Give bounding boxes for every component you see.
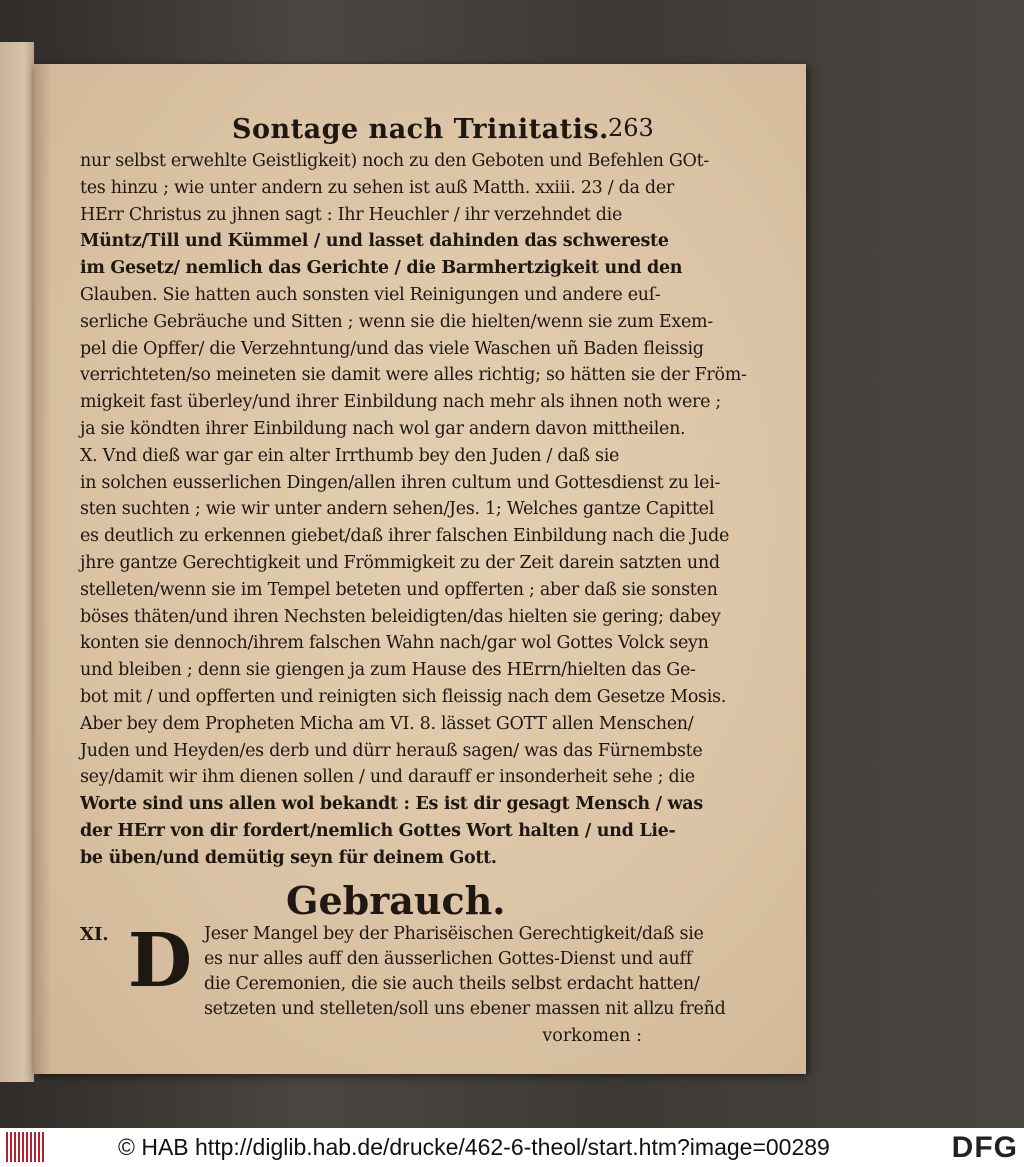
facing-page-edge — [0, 42, 34, 1082]
text-line: pel die Opffer/ die Verzehntung/und das viele Waschen uñ Baden fleissig — [80, 338, 704, 359]
text-line: migkeit fast überley/und ihrer Einbildung nach mehr als ihnen noth were ; — [80, 392, 722, 413]
section-number: XI. — [80, 923, 109, 945]
text-line: Aber bey dem Propheten Micha am VI. 8. lässet GOTT allen Menschen/ — [80, 713, 694, 734]
text-line: es deutlich zu erkennen giebet/daß ihrer falschen Einbildung nach die Jude — [80, 526, 730, 547]
text-line: jhre gantze Gerechtigkeit und Frömmigkeit zu der Zeit darein satzten und — [80, 552, 720, 573]
paragraph-two-line: Jeser Mangel bey der Pharisëischen Gerechtigkeit/daß sie — [204, 923, 704, 944]
page-text-block — [80, 108, 747, 1046]
text-line: X. Vnd dieß war gar ein alter Irrthumb bey den Juden / daß sie — [80, 445, 620, 466]
section-heading — [80, 872, 660, 922]
text-line: Glauben. Sie hatten auch sonsten viel Reinigungen und andere euſ- — [80, 284, 661, 305]
hab-barcode-logo-icon — [6, 1132, 46, 1162]
paragraph-two-line: setzeten und stelleten/soll uns ebener massen nit allzu freñd — [204, 998, 726, 1019]
text-line: Müntz/Till und Kümmel / und lasset dahinden das schwereste — [80, 231, 669, 252]
text-line: nur selbst erwehlte Geistligkeit) noch zu den Geboten und Befehlen GOt- — [80, 151, 709, 171]
text-line: im Gesetz/ nemlich das Gerichte / die Barmhertzigkeit und den — [80, 258, 683, 279]
catchword: vorkomen : — [542, 1025, 642, 1046]
text-line: der HErr von dir fordert/nemlich Gottes Wort halten / und Lie- — [80, 820, 676, 841]
heading-text: Gebrauch. — [286, 877, 506, 923]
paragraph-two-line: die Ceremonien, die sie auch theils selbst erdacht hatten/ — [204, 973, 700, 994]
text-line: serliche Gebräuche und Sitten ; wenn sie die hielten/wenn sie zum Exem- — [80, 311, 713, 332]
header-title: Sontage nach Trinitatis. — [232, 114, 609, 145]
text-line: Juden und Heyden/es derb und dürr herauß sagen/ was das Fürnembste — [80, 740, 703, 761]
text-line: sey/damit wir ihm dienen sollen / und darauff er insonderheit sehe ; die — [80, 767, 695, 788]
text-line: konten sie dennoch/ihrem falschen Wahn nach/gar wol Gottes Volck seyn — [80, 633, 709, 654]
footer-bar — [0, 1128, 1024, 1167]
text-line: ja sie köndten ihrer Einbildung nach wol gar andern davon mittheilen. — [80, 418, 686, 439]
text-line: sten suchten ; wie wir unter andern sehen/Jes. 1; Welches gantze Capittel — [80, 499, 715, 520]
text-line: böses thäten/und ihren Nechsten beleidigten/das hielten sie gering; dabey — [80, 606, 721, 627]
book-page — [34, 64, 806, 1074]
text-line: stelleten/wenn sie im Tempel beteten und opfferten ; aber daß sie sonsten — [80, 579, 718, 600]
text-line: und bleiben ; denn sie giengen ja zum Hause des HErrn/hielten das Ge- — [80, 660, 696, 681]
text-line: tes hinzu ; wie unter andern zu sehen ist auß Matth. xxiii. 23 / da der — [80, 177, 674, 198]
copyright-url[interactable]: © HAB http://diglib.hab.de/drucke/462-6-theol/start.htm?image=00289 — [118, 1134, 830, 1160]
page-number: 263 — [608, 114, 654, 142]
paragraph-two — [80, 917, 726, 1046]
text-line: bot mit / und opfferten und reinigten sich fleissig nach dem Gesetze Mosis. — [80, 686, 726, 707]
drop-cap-initial: D — [127, 917, 193, 1004]
dfg-logo: DFG — [951, 1131, 1018, 1164]
text-line: HErr Christus zu jhnen sagt : Ihr Heuchler / ihr verzehndet die — [80, 204, 623, 225]
text-line: be üben/und demütig seyn für deinem Gott. — [80, 847, 497, 868]
paragraph-one — [80, 148, 747, 872]
paragraph-two-line: es nur alles auff den äusserlichen Gottes-Dienst und auff — [204, 948, 692, 969]
running-head — [80, 108, 660, 148]
text-line: in solchen eusserlichen Dingen/allen ihren cultum und Gottesdienst zu lei- — [80, 472, 721, 493]
text-line: verrichteten/so meineten sie damit were alles richtig; so hätten sie der Fröm- — [80, 365, 747, 386]
text-line: Worte sind uns allen wol bekandt : Es ist dir gesagt Mensch / was — [80, 794, 703, 815]
